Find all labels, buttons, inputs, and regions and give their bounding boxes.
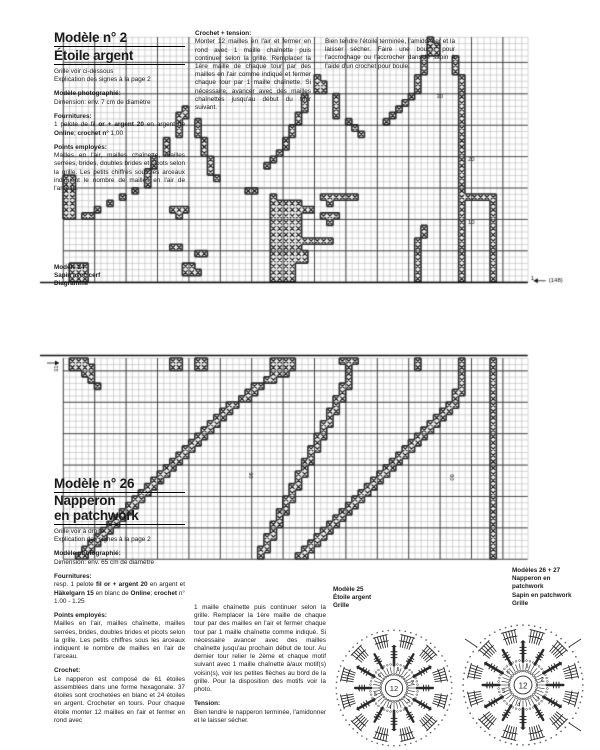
crochet-motif-diagram-left <box>326 626 462 750</box>
caption-models-26-27 <box>512 567 598 608</box>
body-supplies-model-2: 1 pelote de fil or + argent 20 en argent de Online; crochet n° 1,00 <box>54 121 186 137</box>
heading-supplies-model-2: Fournitures: <box>54 113 92 121</box>
model-26-title-line1: Modèle n° 26 <box>54 476 185 493</box>
caption-2627-line5: Grille <box>512 599 529 607</box>
model-2-title-line1: Modèle n° 2 <box>54 30 185 47</box>
svg-text:4: 4 <box>516 702 521 709</box>
svg-text:12: 12 <box>518 681 528 691</box>
model-26-title-line2: Napperon <box>54 493 116 508</box>
caption-model-25 <box>333 586 423 611</box>
mid-column-top <box>195 30 311 112</box>
heading-crochet-model-26: Crochet: <box>54 667 81 675</box>
body-crochet-continued: 1 maille chaînette puis continuer selon la grille. Remplacer la 1ère maille de chaque tour par des mailles en l'air et fermer chaque tour par 1 maille chaînette comme indiqué. Si nécessaire avancer avec des mailles chaînette jusqu'au prochain début de tour. Au dernier tour relier le 2ème et chaque motif suivant avec 1 maille chaînette à/aux motif(s) voisin(s), voir les petites flèches au bord de la grille. Pour la disposition des motifs voir la photo. <box>194 604 326 694</box>
right-column-top <box>325 38 455 71</box>
model-26-title-line3: en patchwork <box>54 509 185 526</box>
caption-2627-line2: Napperon en <box>512 575 551 583</box>
heading-photo-model-26: Modèle photographié: <box>54 550 121 558</box>
svg-text:6: 6 <box>506 669 510 676</box>
body-finishing-note: Bien tendre l'étoile terminée, l'amidonner et la laisser sécher. Faire une boucle pour l'accrochage ou l'accrocher dans le sapin à l'aide d'un crochet pour boule. <box>325 38 455 70</box>
body-stitches-model-26: Mailles en l'air, mailles chaînette, mailles serrées, brides, doubles brides et picots selon la grille. Les petits chiffres sous les arceaux indiquent le nombre de mailles en l'air de l'arceau. <box>54 620 185 661</box>
body-photo-model-26: Dimension: env. 65 cm de diamètre <box>54 558 155 566</box>
svg-text:4: 4 <box>388 704 392 711</box>
caption-25-line1: Modèle 25 <box>333 586 364 593</box>
caption-25-line2: Étoile argent <box>333 594 372 602</box>
svg-text:5: 5 <box>502 689 506 696</box>
svg-text:6: 6 <box>378 672 382 679</box>
model-2-grid-note: Grille voir ci-dessous <box>54 68 114 75</box>
model-2-signs-note: Explication des signes à la page 2 <box>54 76 151 84</box>
model-26-signs-note: Explication des signes à la page 2 <box>54 536 151 544</box>
caption-25-line3: Grille <box>333 602 350 610</box>
heading-stitches-model-2: Points employés: <box>54 143 107 151</box>
caption-24-line2: Sapin avec cerf <box>54 272 101 280</box>
caption-2627-line3: patchwork <box>512 583 544 591</box>
svg-text:2: 2 <box>410 680 415 687</box>
svg-text:1: 1 <box>396 667 400 674</box>
svg-text:3: 3 <box>536 696 540 703</box>
heading-supplies-model-26: Fournitures: <box>54 573 92 581</box>
svg-text:1: 1 <box>525 663 530 670</box>
model-26-grid-note: Grille voir à droite <box>54 528 105 535</box>
caption-2627-line1: Modèles 26 + 27 <box>512 567 561 574</box>
caption-model-24 <box>54 264 144 289</box>
body-crochet-tension: Monter 12 mailles en l'air et fermer en rond avec 1 maille chaînette puis continuer selon la grille. Remplacer la 1ère maille de chaque tour par des mailles en l'air comme indiqué et fermer chaque tour par 1 maille chaînette. Si nécessaire, avancer avec des mailles chaînettes jusqu'au début du tour suivant. <box>195 38 311 112</box>
heading-stitches-model-26: Points employés: <box>54 612 107 620</box>
caption-2627-line4: Sapin en patchwork <box>512 591 572 599</box>
left-column-top <box>54 30 185 193</box>
body-supplies-model-26: resp. 1 pelote fil or + argent 20 en argent et Häkelgarn 15 en blanc de Online; crochet n° 1.00 - 1.25 <box>54 581 185 605</box>
heading-photo-model-2: Modèle photographié: <box>54 90 121 98</box>
mid-column-bottom <box>194 604 326 725</box>
heading-tension-bottom: Tension: <box>194 700 221 708</box>
crochet-motif-diagram-right <box>452 620 594 750</box>
left-column-bottom <box>54 476 185 725</box>
body-photo-model-2: Dimension: env. 7 cm de diamètre <box>54 98 151 106</box>
svg-text:12: 12 <box>389 684 399 694</box>
caption-24-line3: Diagramme <box>54 280 89 288</box>
model-2-title-line2: Étoile argent <box>54 48 185 65</box>
body-tension-bottom: Bien tendre le napperon terminée, l'amidonner et le laisser sécher. <box>194 708 326 724</box>
svg-text:2: 2 <box>540 676 544 683</box>
body-crochet-model-26: Le napperon est composé de 61 étoiles assemblées dans une forme hexagonale. 37 étoiles sont crochetées en blanc et 24 étoiles en argent. Crocheter en tours. Pour chaque étoile monter 12 mailles en l'air et fermer en rond avec <box>54 675 185 724</box>
svg-text:5: 5 <box>373 691 378 698</box>
heading-crochet-tension: Crochet + tension: <box>195 30 252 37</box>
svg-text:3: 3 <box>406 699 410 706</box>
body-stitches-model-2: Mailles en l'air, mailles chaînette, mailles serrées, brides, doubles brides et picots selon la grille. Les petits chiffres sous les arceaux indiquent le nombre de mailles en l'air de l'arceau. <box>54 152 185 193</box>
caption-24-line1: Modèle 24 <box>54 264 85 271</box>
